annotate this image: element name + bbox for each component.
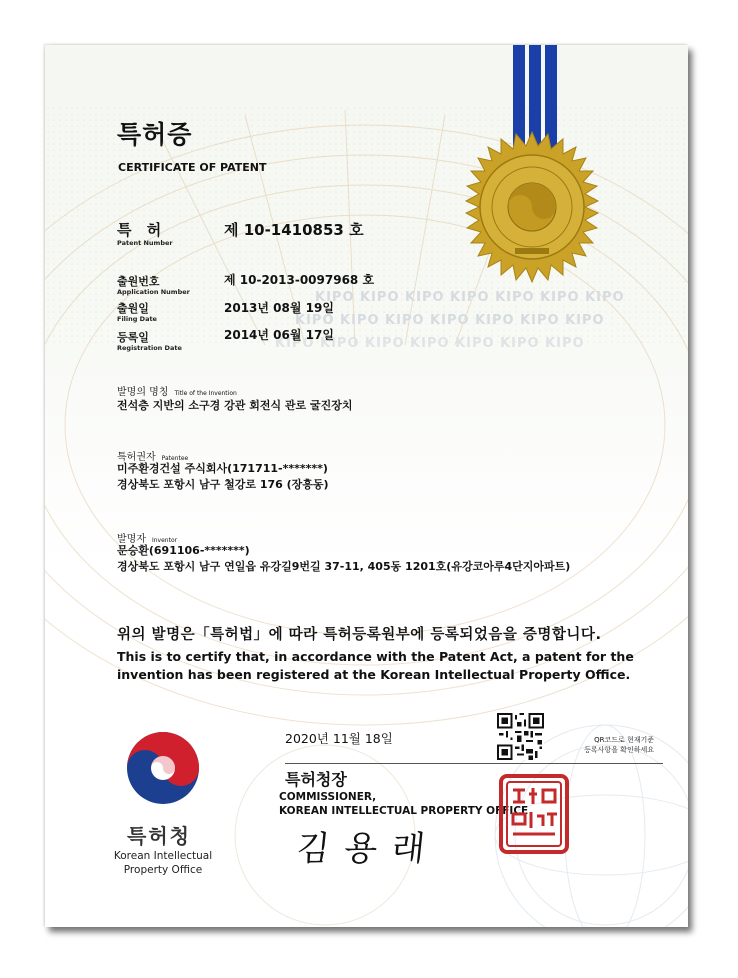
invention-label-en: Title of the Invention [174,390,237,397]
gold-seal-icon [455,130,609,284]
qr-note-line1: QR코드로 현재기준 [594,736,654,744]
watermark-text: KIPO KIPO KIPO KIPO KIPO KIPO KIPO [275,336,585,351]
qr-note [560,735,654,755]
invention-title: 전석층 지반의 소구경 강관 회전식 관로 굴진장치 [117,399,353,412]
registration-date-label-en: Registration Date [117,344,182,352]
filing-date-label: 출원일 [117,302,149,315]
certification-statement-ko: 위의 발명은「특허법」에 따라 특허등록원부에 등록되었음을 증명합니다. [117,627,602,643]
commissioner-title-en-2: KOREAN INTELLECTUAL PROPERTY OFFICE [279,805,529,817]
commissioner-title-en-1: COMMISSIONER, [279,791,377,803]
qr-code-icon [497,713,544,760]
issue-date: 2020년 11월 18일 [285,731,393,746]
inventor-label-en: Inventor [151,537,178,544]
registration-date-value: 2014년 06월 17일 [224,328,334,342]
certificate-title-en: CERTIFICATE OF PATENT [118,161,267,174]
filing-date-value: 2013년 08월 19일 [224,301,334,315]
certification-statement-en-2: invention has been registered at the Korean Intellectual Property Office. [117,667,631,682]
inventor-name: 문승환(691106-*******) [117,544,250,557]
application-number-label: 출원번호 [117,275,160,288]
application-number-label-en: Application Number [117,288,190,296]
official-stamp-icon [497,772,571,856]
registration-date-label: 등록일 [117,331,149,344]
certificate-title: 특허증 [117,120,193,149]
kipo-logo-icon [125,730,201,806]
certificate-paper [45,45,688,927]
patentee-address: 경상북도 포항시 남구 철강로 176 (장흥동) [117,478,329,491]
patent-number-label-en: Patent Number [117,239,173,247]
office-name-ko: 특허청 [127,824,191,848]
watermark-text: KIPO KIPO KIPO KIPO KIPO KIPO KIPO [295,313,605,328]
commissioner-title: 특허청장 [285,770,347,789]
invention-label: 발명의 명칭 [117,387,169,398]
inventor-label: 발명자 [117,534,146,545]
application-number-value: 제 10-2013-0097968 호 [224,273,375,287]
patentee-name: 미주환경건설 주식회사(171711-*******) [117,462,328,475]
patentee-label: 특허권자 [117,452,156,463]
patent-number-label: 특 허 [117,221,167,239]
divider-line [285,763,663,764]
office-name-en-line1: Korean Intellectual [113,850,213,862]
commissioner-signature: 김 용 래 [294,829,429,869]
office-name-en-line2: Property Office [123,864,203,876]
qr-note-line2: 등록사항을 확인하세요 [584,746,654,754]
filing-date-label-en: Filing Date [117,315,157,323]
watermark-text: KIPO KIPO KIPO KIPO KIPO KIPO KIPO [315,290,625,305]
patent-number-value: 제 10-1410853 호 [224,221,364,239]
patentee-label-en: Patentee [161,455,189,462]
inventor-address: 경상북도 포항시 남구 연일읍 유강길9번길 37-11, 405동 1201호(유강코아루4단지아파트) [117,560,571,573]
certification-statement-en-1: This is to certify that, in accordance with the Patent Act, a patent for the [117,649,634,664]
office-name-en [93,849,233,877]
